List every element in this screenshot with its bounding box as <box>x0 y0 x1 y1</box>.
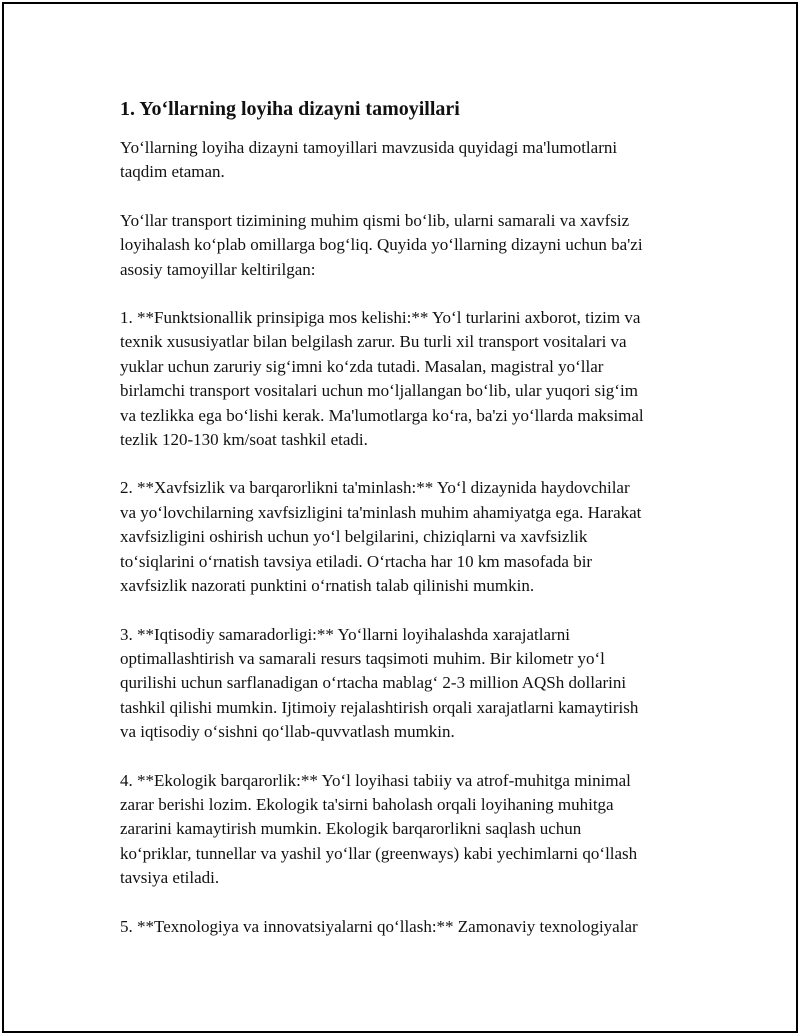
document-page <box>2 2 798 1033</box>
principle-ecology-paragraph: 4. **Ekologik barqarorlik:** Yo‘l loyihasi tabiiy va atrof-muhitga minimal zarar berishi lozim. Ekologik ta'sirni baholash orqali loyihaning muhitga zararini kamaytirish mumkin. Ekologik barqarorlikni saqlash uchun ko‘priklar, tunnellar va yashil yo‘llar (greenways) kabi yechimlarni qo‘llash tavsiya etiladi. <box>120 770 638 888</box>
principle-safety-paragraph: 2. **Xavfsizlik va barqarorlikni ta'minlash:** Yo‘l dizaynida haydovchilar va yo‘lovchilarning xavfsizligini ta'minlash muhim ahamiyatga ega. Harakat xavfsizligini oshirish uchun yo‘l belgilarini, chiziqlarni va xavfsizlik to‘siqlarini o‘rnatish tavsiya etiladi. O‘rtacha har 10 km masofada bir xavfsizlik nazorati punktini o‘rnatish talab qilinishi mumkin. <box>120 478 642 596</box>
section-heading: 1. Yo‘llarning loyiha dizayni tamoyillari <box>120 98 460 120</box>
principle-economy-paragraph: 3. **Iqtisodiy samaradorligi:** Yo‘llarni loyihalashda xarajatlarni optimallashtirish va samarali resurs taqsimoti muhim. Bir kilometr yo‘l qurilishi uchun sarflanadigan o‘rtacha mablag‘ 2-3 million AQSh dollarini tashkil qilishi mumkin. Ijtimoiy rejalashtirish orqali xarajatlarni kamaytirish va iqtisodiy o‘sishni qo‘llab-quvvatlash mumkin. <box>120 624 639 742</box>
principle-functionality-paragraph: 1. **Funktsionallik prinsipiga mos kelishi:** Yo‘l turlarini axborot, tizim va texnik xususiyatlar bilan belgilash zarur. Bu turli xil transport vositalari va yuklar uchun zaruriy sig‘imni ko‘zda tutadi. Masalan, magistral yo‘llar birlamchi transport vositalari uchun mo‘ljallangan bo‘lib, ular yuqori sig‘im va tezlikka ega bo‘lishi kerak. Ma'lumotlarga ko‘ra, ba'zi yo‘llarda maksimal tezlik 120-130 km/soat tashkil etadi. <box>120 308 644 450</box>
document-body <box>120 96 700 963</box>
principle-technology-paragraph: 5. **Texnologiya va innovatsiyalarni qo‘llash:** Zamonaviy texnologiyalar <box>120 916 638 936</box>
context-paragraph: Yo‘llar transport tizimining muhim qismi bo‘lib, ularni samarali va xavfsiz loyihalash ko‘plab omillarga bog‘liq. Quyida yo‘llarning dizayni uchun ba'zi asosiy tamoyillar keltirilgan: <box>120 210 643 279</box>
intro-paragraph: Yo‘llarning loyiha dizayni tamoyillari mavzusida quyidagi ma'lumotlarni taqdim etaman. <box>120 138 618 182</box>
